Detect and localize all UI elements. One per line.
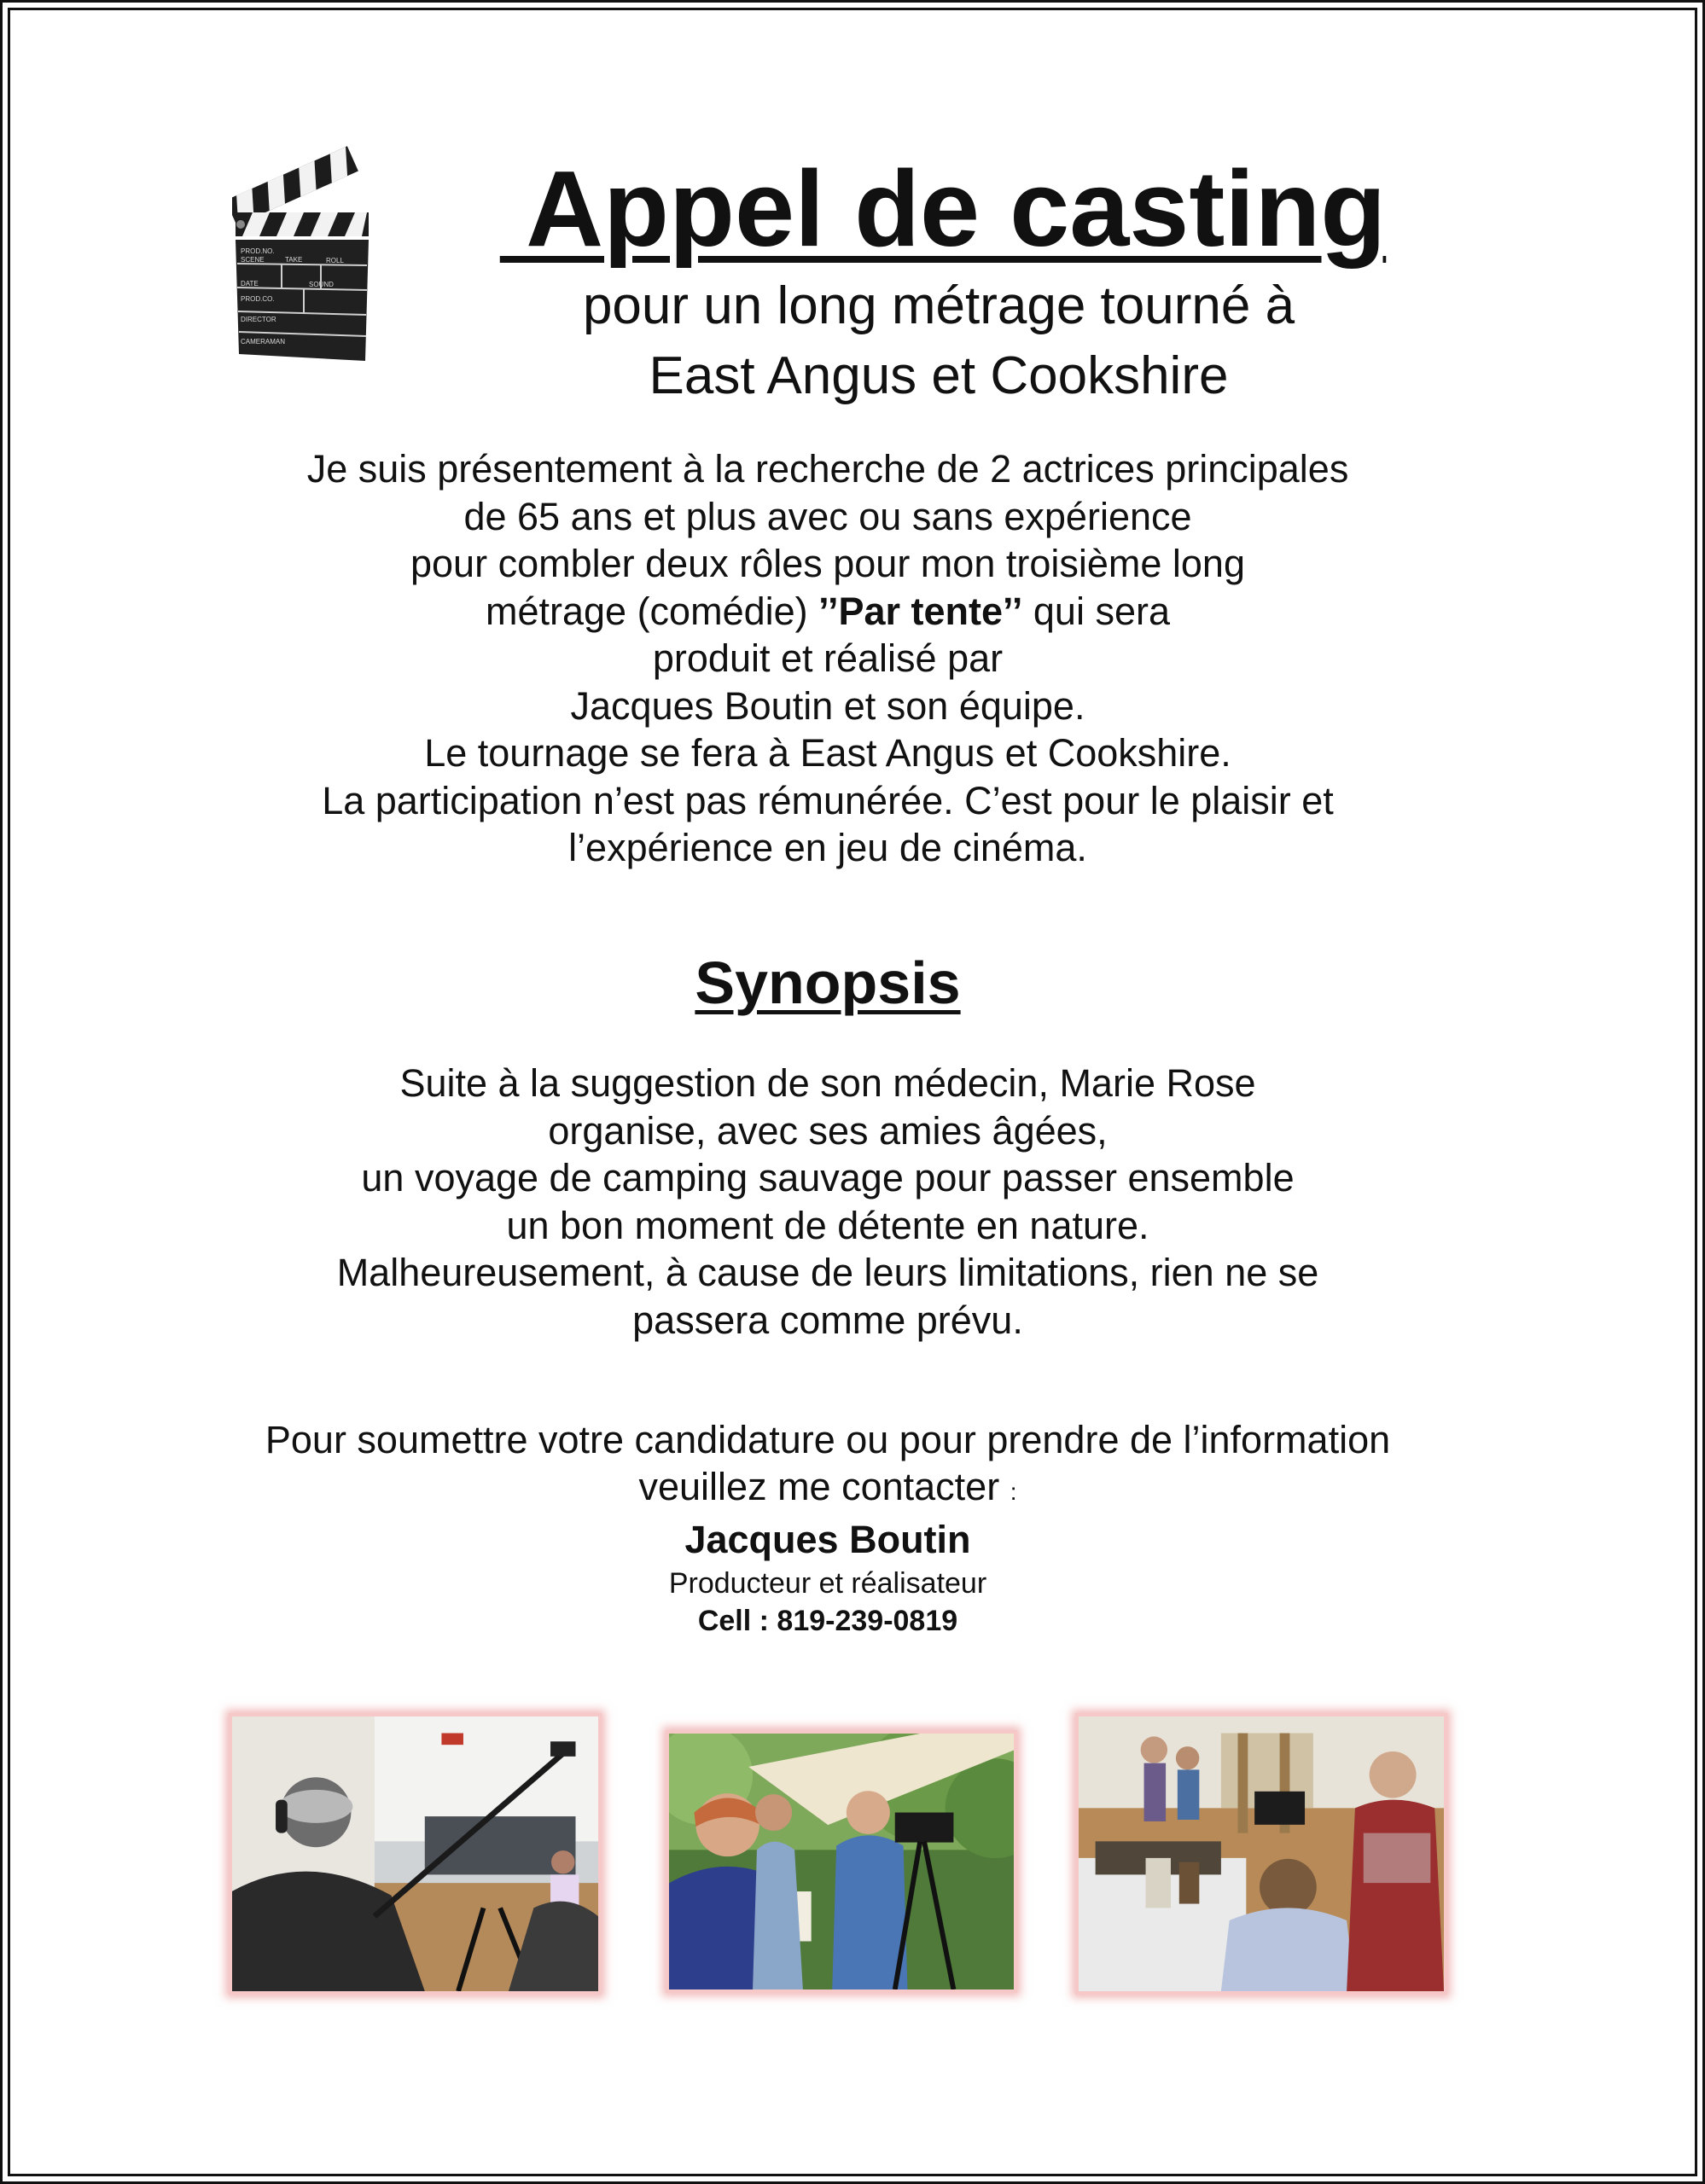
contact-phone: Cell : 819-239-0819 bbox=[697, 1605, 958, 1637]
description-line: Je suis présentement à la recherche de 2 actrices principales bbox=[306, 447, 1349, 491]
description-line: produit et réalisé par bbox=[652, 636, 1004, 680]
clapper-label: DATE bbox=[241, 280, 259, 288]
synopsis-line: Suite à la suggestion de son médecin, Marie Rose bbox=[399, 1061, 1256, 1105]
description-line: l’expérience en jeu de cinéma. bbox=[568, 826, 1087, 869]
description-line: pour combler deux rôles pour mon troisième long bbox=[410, 542, 1245, 585]
contact-lead-colon: : bbox=[1010, 1478, 1017, 1505]
clapper-label: SCENE bbox=[241, 256, 265, 264]
poster-subtitle bbox=[367, 271, 1510, 411]
description-line: La participation n’est pas rémunérée. C’est pour le plaisir et bbox=[322, 778, 1334, 822]
contact-lead-line: Pour soumettre votre candidature ou pour prendre de l’information bbox=[265, 1418, 1391, 1461]
subtitle-line: East Angus et Cookshire bbox=[649, 346, 1229, 405]
contact-role: Producteur et réalisateur bbox=[668, 1567, 987, 1600]
synopsis-line: un bon moment de détente en nature. bbox=[506, 1203, 1149, 1247]
contact-lead-line bbox=[145, 1463, 1510, 1515]
film-title: ’’Par tente’’ bbox=[818, 589, 1023, 633]
clapper-label: DIRECTOR bbox=[241, 316, 276, 323]
description-line: Le tournage se fera à East Angus et Cookshire. bbox=[424, 731, 1231, 775]
synopsis-line: Malheureusement, à cause de leurs limitations, rien ne se bbox=[336, 1251, 1319, 1294]
photo-outdoor-shoot bbox=[666, 1730, 1017, 1993]
clapper-label: PROD.CO. bbox=[241, 295, 275, 303]
clapper-label: TAKE bbox=[285, 256, 303, 264]
photo-indoor-film-crew bbox=[229, 1713, 602, 1995]
description-line bbox=[145, 588, 1510, 636]
clapper-label: ROLL bbox=[326, 257, 344, 264]
synopsis-line: organise, avec ses amies âgées, bbox=[548, 1108, 1108, 1153]
synopsis-text bbox=[145, 1060, 1510, 1344]
synopsis-heading: Synopsis bbox=[695, 950, 961, 1016]
clapper-label: PROD.NO. bbox=[241, 247, 275, 255]
clapperboard-icon bbox=[232, 141, 377, 364]
subtitle-line: pour un long métrage tourné à bbox=[582, 276, 1295, 335]
clapper-label: SOUND bbox=[309, 281, 334, 288]
description-line: Jacques Boutin et son équipe. bbox=[570, 683, 1085, 728]
contact-lead bbox=[145, 1416, 1510, 1515]
casting-description bbox=[145, 445, 1510, 872]
synopsis-line: passera comme prévu. bbox=[632, 1298, 1023, 1342]
contact-lead-text: veuillez me contacter bbox=[638, 1465, 1010, 1508]
contact-name: Jacques Boutin bbox=[684, 1518, 971, 1561]
description-text: qui sera bbox=[1022, 589, 1170, 633]
poster-title: Appel de casting bbox=[499, 148, 1387, 269]
contact-block bbox=[145, 1416, 1510, 1640]
description-text: métrage (comédie) bbox=[485, 589, 819, 633]
photo-hall-rehearsal bbox=[1075, 1713, 1447, 1995]
clapper-label: CAMERAMAN bbox=[241, 338, 286, 346]
synopsis-line: un voyage de camping sauvage pour passer ensemble bbox=[361, 1156, 1295, 1199]
description-line: de 65 ans et plus avec ou sans expérience bbox=[463, 494, 1192, 538]
